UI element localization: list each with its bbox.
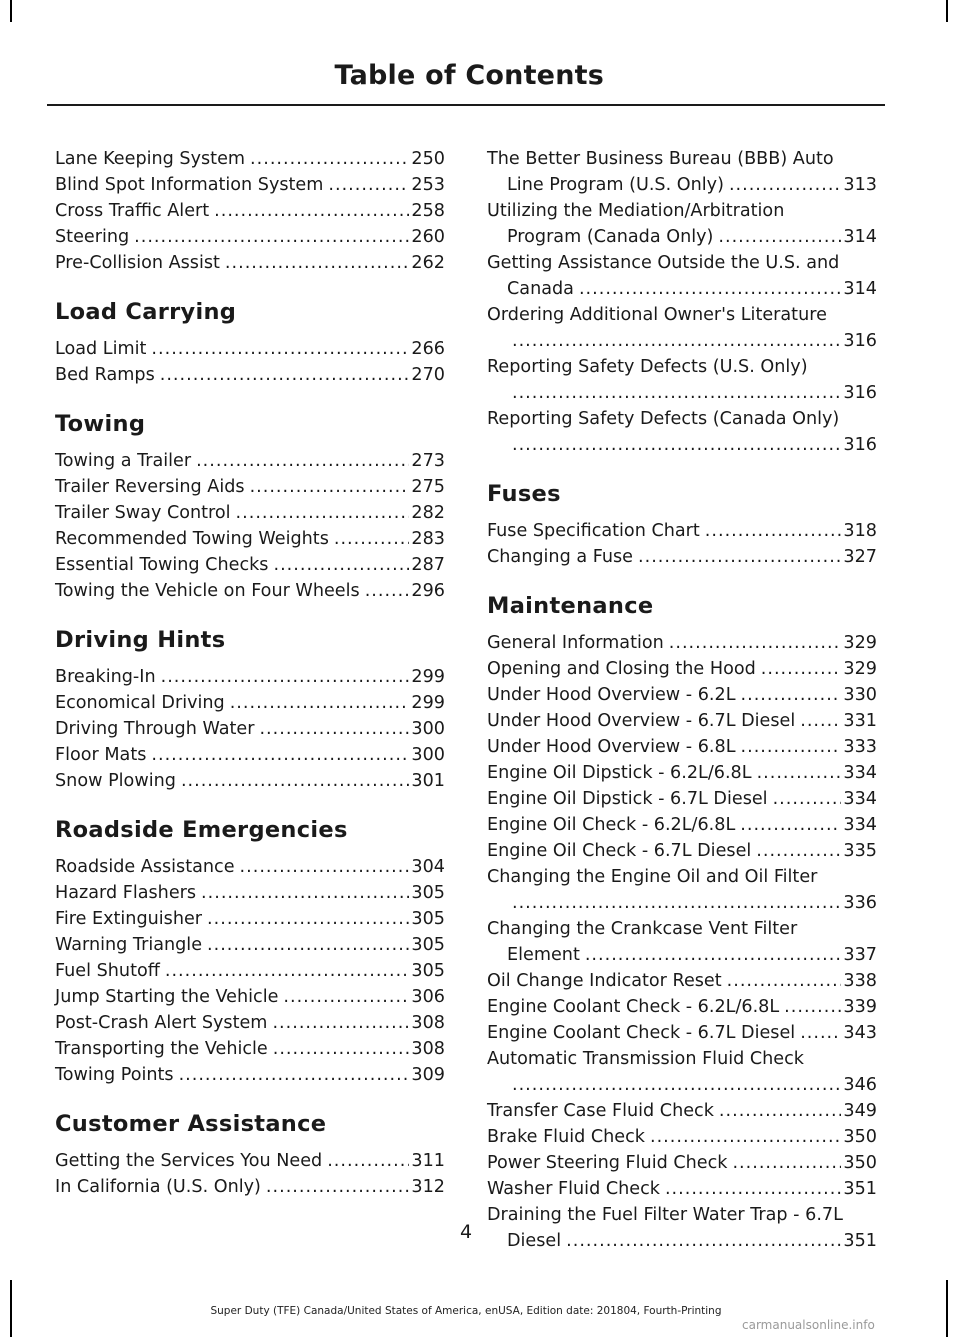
toc-entry-page: 351 <box>843 1231 877 1251</box>
toc-entry-continuation <box>487 276 877 302</box>
crop-mark-bottom-right <box>946 1280 948 1337</box>
toc-entry-page: 275 <box>411 477 445 497</box>
toc-entry-page: 299 <box>411 693 445 713</box>
toc-entry-title: Washer Fluid Check <box>487 1179 660 1199</box>
toc-entry-page: 305 <box>411 935 445 955</box>
footer-edition-info: Super Duty (TFE) Canada/United States of America, enUSA, Edition date: 201804, Fourth-Printing <box>210 1305 722 1317</box>
toc-entry-page: 338 <box>843 971 877 991</box>
toc-entry[interactable] <box>55 984 445 1010</box>
toc-entry-title: Towing Points <box>55 1065 174 1085</box>
dot-leader <box>800 708 841 734</box>
toc-entry-page: 337 <box>843 945 877 965</box>
toc-entry[interactable] <box>55 448 445 474</box>
toc-entry[interactable] <box>55 690 445 716</box>
dot-leader <box>741 734 842 760</box>
page-title: Table of Contents <box>334 60 604 91</box>
toc-entry-title: Opening and Closing the Hood <box>487 659 756 679</box>
toc-entry-title: Breaking-In <box>55 667 156 687</box>
toc-entry[interactable] <box>487 302 877 354</box>
toc-entry-page: 296 <box>411 581 445 601</box>
toc-entry-title: In California (U.S. Only) <box>55 1177 261 1197</box>
toc-right-column <box>487 146 877 1254</box>
toc-entry-continuation <box>487 432 877 458</box>
toc-entry[interactable] <box>487 1046 877 1098</box>
toc-entry[interactable] <box>55 146 445 172</box>
dot-leader <box>327 1148 409 1174</box>
toc-entry[interactable] <box>487 1020 877 1046</box>
dot-leader <box>585 942 842 968</box>
toc-entry[interactable] <box>55 1062 445 1088</box>
toc-entry[interactable] <box>487 146 877 198</box>
toc-entry-page: 282 <box>411 503 445 523</box>
toc-entry-title: Roadside Assistance <box>55 857 235 877</box>
toc-entry[interactable] <box>487 708 877 734</box>
toc-entry-title: Oil Change Indicator Reset <box>487 971 722 991</box>
dot-leader <box>512 380 841 406</box>
toc-entry-title-cont: Program (Canada Only) <box>507 227 714 247</box>
toc-entry-page: 312 <box>411 1177 445 1197</box>
dot-leader <box>741 682 842 708</box>
toc-entry-title: Towing the Vehicle on Four Wheels <box>55 581 360 601</box>
dot-leader <box>761 656 842 682</box>
toc-entry-page: 309 <box>411 1065 445 1085</box>
toc-entry[interactable] <box>487 1124 877 1150</box>
toc-entry-page: 329 <box>843 659 877 679</box>
section-heading: Driving Hints <box>55 627 226 653</box>
toc-entry-continuation <box>487 224 877 250</box>
dot-leader <box>201 880 409 906</box>
dot-leader <box>757 760 842 786</box>
toc-entry-continuation <box>487 890 877 916</box>
dot-leader <box>259 716 409 742</box>
toc-entry-page: 311 <box>411 1151 445 1171</box>
toc-entry-title: Changing a Fuse <box>487 547 634 567</box>
toc-entry-page: 266 <box>411 339 445 359</box>
toc-entry-title: Getting Assistance Outside the U.S. and <box>487 253 840 273</box>
header-divider <box>47 104 885 106</box>
toc-entry-title: Cross Traffic Alert <box>55 201 210 221</box>
toc-entry-title: Economical Driving <box>55 693 225 713</box>
toc-entry-title: Brake Fluid Check <box>487 1127 645 1147</box>
toc-entry-title: Engine Oil Check - 6.7L Diesel <box>487 841 752 861</box>
dot-leader <box>240 854 410 880</box>
toc-entry-page: 301 <box>411 771 445 791</box>
toc-entry-title: Recommended Towing Weights <box>55 529 329 549</box>
toc-entry-page: 314 <box>843 227 877 247</box>
dot-leader <box>250 146 409 172</box>
toc-entry-title: Floor Mats <box>55 745 147 765</box>
toc-entry-title: Load Limit <box>55 339 147 359</box>
toc-entry-page: 299 <box>411 667 445 687</box>
toc-entry-title: Lane Keeping System <box>55 149 246 169</box>
toc-entry-page: 270 <box>411 365 445 385</box>
section-heading: Customer Assistance <box>55 1111 327 1137</box>
toc-entry-page: 351 <box>843 1179 877 1199</box>
toc-entry-page: 273 <box>411 451 445 471</box>
dot-leader <box>638 544 841 570</box>
toc-entry-title: Ordering Additional Owner's Literature <box>487 305 827 325</box>
toc-entry-title: Under Hood Overview - 6.8L <box>487 737 736 757</box>
dot-leader <box>214 198 409 224</box>
dot-leader <box>784 994 841 1020</box>
toc-entry-title: Trailer Reversing Aids <box>55 477 245 497</box>
dot-leader <box>512 432 841 458</box>
dot-leader <box>181 768 409 794</box>
toc-entry-page: 250 <box>411 149 445 169</box>
toc-entry-title: Post-Crash Alert System <box>55 1013 268 1033</box>
toc-entry-page: 306 <box>411 987 445 1007</box>
toc-entry-page: 316 <box>843 383 877 403</box>
dot-leader <box>756 838 841 864</box>
toc-entry-title: Engine Oil Dipstick - 6.7L Diesel <box>487 789 768 809</box>
toc-entry-page: 287 <box>411 555 445 575</box>
dot-leader <box>365 578 410 604</box>
toc-entry[interactable] <box>487 864 877 916</box>
toc-entry-page: 262 <box>411 253 445 273</box>
toc-entry-title: Steering <box>55 227 130 247</box>
dot-leader <box>800 1020 841 1046</box>
toc-entry-title: The Better Business Bureau (BBB) Auto <box>487 149 834 169</box>
dot-leader <box>250 474 410 500</box>
toc-entry[interactable] <box>487 994 877 1020</box>
watermark: carmanualsonline.info <box>742 1318 875 1332</box>
toc-entry[interactable] <box>55 880 445 906</box>
toc-entry-title: Hazard Flashers <box>55 883 197 903</box>
toc-entry[interactable] <box>55 526 445 552</box>
toc-entry[interactable] <box>55 1036 445 1062</box>
toc-entry-page: 283 <box>411 529 445 549</box>
page-number: 4 <box>459 1221 473 1243</box>
toc-entry-continuation <box>487 172 877 198</box>
toc-entry[interactable] <box>55 932 445 958</box>
toc-entry-page: 253 <box>411 175 445 195</box>
toc-entry-title: Trailer Sway Control <box>55 503 231 523</box>
toc-entry[interactable] <box>55 906 445 932</box>
toc-entry-title: Essential Towing Checks <box>55 555 269 575</box>
toc-entry-title: Transfer Case Fluid Check <box>487 1101 714 1121</box>
toc-entry-continuation <box>487 942 877 968</box>
toc-entry[interactable] <box>487 518 877 544</box>
toc-entry[interactable] <box>55 664 445 690</box>
dot-leader <box>151 336 409 362</box>
toc-entry-title: Under Hood Overview - 6.2L <box>487 685 736 705</box>
toc-left-column <box>55 146 445 1200</box>
dot-leader <box>579 276 841 302</box>
toc-entry[interactable] <box>487 786 877 812</box>
toc-entry[interactable] <box>55 198 445 224</box>
toc-entry[interactable] <box>55 716 445 742</box>
dot-leader <box>134 224 409 250</box>
section-heading: Towing <box>55 411 146 437</box>
toc-entry-title: Getting the Services You Need <box>55 1151 323 1171</box>
toc-entry[interactable] <box>55 958 445 984</box>
toc-entry-page: 260 <box>411 227 445 247</box>
dot-leader <box>207 906 409 932</box>
toc-entry[interactable] <box>487 630 877 656</box>
toc-entry-page: 334 <box>843 763 877 783</box>
toc-entry-page: 314 <box>843 279 877 299</box>
dot-leader <box>273 552 409 578</box>
toc-entry[interactable] <box>487 406 877 458</box>
toc-entry[interactable] <box>55 336 445 362</box>
dot-leader <box>773 786 842 812</box>
dot-leader <box>230 690 410 716</box>
toc-entry-title: Fuse Specification Chart <box>487 521 700 541</box>
toc-entry-title: Engine Oil Check - 6.2L/6.8L <box>487 815 736 835</box>
toc-entry[interactable] <box>487 916 877 968</box>
toc-entry-page: 346 <box>843 1075 877 1095</box>
toc-entry[interactable] <box>55 1148 445 1174</box>
toc-entry[interactable] <box>487 812 877 838</box>
section-heading: Load Carrying <box>55 299 237 325</box>
dot-leader <box>512 890 841 916</box>
dot-leader <box>729 172 841 198</box>
toc-entry-page: 339 <box>843 997 877 1017</box>
dot-leader <box>669 630 842 656</box>
toc-entry-page: 305 <box>411 961 445 981</box>
toc-entry-page: 336 <box>843 893 877 913</box>
toc-entry[interactable] <box>487 682 877 708</box>
toc-entry-title-cont: Element <box>507 945 580 965</box>
toc-entry-title: Engine Oil Dipstick - 6.2L/6.8L <box>487 763 752 783</box>
toc-entry-page: 258 <box>411 201 445 221</box>
dot-leader <box>165 958 410 984</box>
toc-entry[interactable] <box>487 354 877 406</box>
toc-entry-title: Warning Triangle <box>55 935 203 955</box>
dot-leader <box>272 1010 409 1036</box>
dot-leader <box>719 1098 841 1124</box>
toc-entry-page: 308 <box>411 1013 445 1033</box>
toc-entry-title: Towing a Trailer <box>55 451 192 471</box>
dot-leader <box>718 224 841 250</box>
toc-entry[interactable] <box>487 968 877 994</box>
toc-entry-page: 349 <box>843 1101 877 1121</box>
toc-entry-title: Driving Through Water <box>55 719 255 739</box>
toc-entry-title: Pre-Collision Assist <box>55 253 220 273</box>
toc-entry[interactable] <box>55 224 445 250</box>
toc-entry[interactable] <box>55 742 445 768</box>
toc-entry[interactable] <box>487 656 877 682</box>
toc-entry[interactable] <box>55 1010 445 1036</box>
section-heading: Fuses <box>487 481 561 507</box>
toc-entry-title-cont: Line Program (U.S. Only) <box>507 175 724 195</box>
toc-entry-title: Fire Extinguisher <box>55 909 203 929</box>
toc-entry[interactable] <box>55 578 445 604</box>
toc-entry[interactable] <box>55 172 445 198</box>
toc-entry[interactable] <box>487 760 877 786</box>
toc-entry-continuation <box>487 328 877 354</box>
toc-entry[interactable] <box>487 1150 877 1176</box>
dot-leader <box>266 1174 409 1200</box>
toc-entry-title-cont: Diesel <box>507 1231 562 1251</box>
toc-entry-page: 329 <box>843 633 877 653</box>
dot-leader <box>650 1124 841 1150</box>
dot-leader <box>732 1150 841 1176</box>
toc-entry-page: 334 <box>843 789 877 809</box>
toc-entry-title: Reporting Safety Defects (Canada Only) <box>487 409 840 429</box>
toc-entry-title: Automatic Transmission Fluid Check <box>487 1049 804 1069</box>
toc-entry-title: Jump Starting the Vehicle <box>55 987 279 1007</box>
dot-leader <box>151 742 409 768</box>
toc-entry-title: Utilizing the Mediation/Arbitration <box>487 201 785 221</box>
dot-leader <box>328 172 409 198</box>
toc-entry-page: 331 <box>843 711 877 731</box>
section-heading: Roadside Emergencies <box>55 817 348 843</box>
toc-entry[interactable] <box>487 1098 877 1124</box>
dot-leader <box>665 1176 841 1202</box>
toc-entry-page: 334 <box>843 815 877 835</box>
dot-leader <box>179 1062 410 1088</box>
toc-entry-title: Changing the Engine Oil and Oil Filter <box>487 867 818 887</box>
toc-entry-title: Bed Ramps <box>55 365 155 385</box>
toc-entry-page: 350 <box>843 1127 877 1147</box>
toc-entry[interactable] <box>55 1174 445 1200</box>
toc-entry-title-cont: Canada <box>507 279 574 299</box>
dot-leader <box>161 664 410 690</box>
toc-entry[interactable] <box>55 500 445 526</box>
toc-entry-title: Engine Coolant Check - 6.7L Diesel <box>487 1023 796 1043</box>
toc-entry-page: 300 <box>411 719 445 739</box>
toc-entry-continuation <box>487 1072 877 1098</box>
toc-entry-page: 333 <box>843 737 877 757</box>
dot-leader <box>705 518 842 544</box>
toc-entry-page: 300 <box>411 745 445 765</box>
toc-entry-page: 327 <box>843 547 877 567</box>
toc-entry-page: 316 <box>843 331 877 351</box>
toc-entry-page: 304 <box>411 857 445 877</box>
toc-entry[interactable] <box>55 854 445 880</box>
toc-entry-title: Blind Spot Information System <box>55 175 324 195</box>
toc-entry-page: 335 <box>843 841 877 861</box>
toc-entry-title: General Information <box>487 633 664 653</box>
toc-entry-title: Draining the Fuel Filter Water Trap - 6.7L <box>487 1205 843 1225</box>
toc-entry[interactable] <box>487 1176 877 1202</box>
section-heading: Maintenance <box>487 593 654 619</box>
toc-entry-title: Engine Coolant Check - 6.2L/6.8L <box>487 997 780 1017</box>
dot-leader <box>273 1036 410 1062</box>
toc-entry-title: Reporting Safety Defects (U.S. Only) <box>487 357 808 377</box>
dot-leader <box>740 812 841 838</box>
toc-entry[interactable] <box>487 544 877 570</box>
toc-entry-title: Under Hood Overview - 6.7L Diesel <box>487 711 796 731</box>
toc-entry-page: 308 <box>411 1039 445 1059</box>
toc-entry-page: 330 <box>843 685 877 705</box>
dot-leader <box>236 500 410 526</box>
toc-entry-title: Power Steering Fluid Check <box>487 1153 728 1173</box>
toc-entry[interactable] <box>55 474 445 500</box>
toc-entry[interactable] <box>55 552 445 578</box>
toc-entry-title: Snow Plowing <box>55 771 176 791</box>
toc-entry[interactable] <box>487 838 877 864</box>
dot-leader <box>207 932 409 958</box>
toc-entry-title: Transporting the Vehicle <box>55 1039 268 1059</box>
crop-mark-top-left <box>10 0 12 22</box>
crop-mark-top-right <box>946 0 948 22</box>
toc-entry[interactable] <box>487 198 877 250</box>
toc-entry[interactable] <box>55 362 445 388</box>
toc-entry-page: 316 <box>843 435 877 455</box>
toc-entry-page: 318 <box>843 521 877 541</box>
toc-entry[interactable] <box>55 250 445 276</box>
toc-entry[interactable] <box>487 734 877 760</box>
dot-leader <box>196 448 409 474</box>
toc-entry-continuation <box>487 380 877 406</box>
toc-entry[interactable] <box>487 250 877 302</box>
dot-leader <box>512 328 841 354</box>
toc-entry[interactable] <box>55 768 445 794</box>
toc-entry-page: 305 <box>411 883 445 903</box>
dot-leader <box>512 1072 841 1098</box>
toc-entry-title: Changing the Crankcase Vent Filter <box>487 919 798 939</box>
toc-entry-title: Fuel Shutoff <box>55 961 160 981</box>
dot-leader <box>225 250 409 276</box>
toc-entry-page: 343 <box>843 1023 877 1043</box>
toc-entry-page: 305 <box>411 909 445 929</box>
toc-entry-page: 350 <box>843 1153 877 1173</box>
dot-leader <box>160 362 410 388</box>
dot-leader <box>334 526 410 552</box>
toc-entry-page: 313 <box>843 175 877 195</box>
dot-leader <box>283 984 409 1010</box>
dot-leader <box>727 968 842 994</box>
